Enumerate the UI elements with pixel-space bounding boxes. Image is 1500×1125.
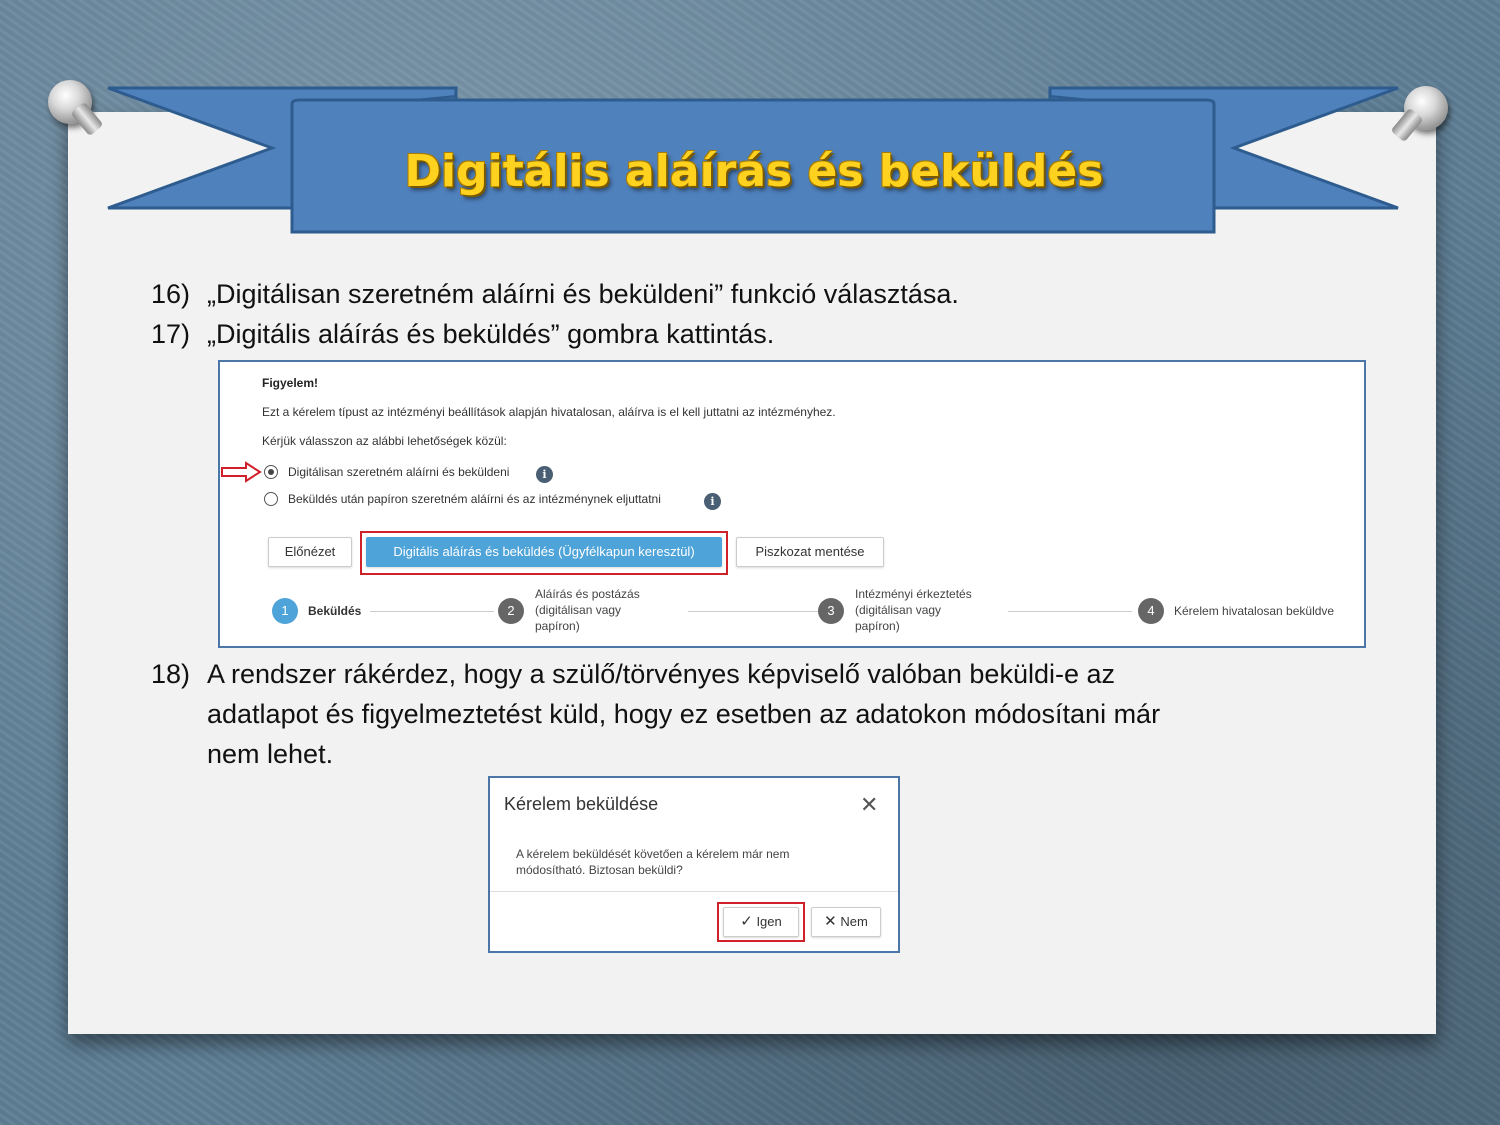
slide-title: Digitális aláírás és beküldés bbox=[404, 146, 1104, 197]
progress-step-3-label: Intézményi érkeztetés (digitálisan vagy papíron) bbox=[855, 587, 972, 633]
submission-options-screenshot bbox=[218, 360, 1366, 648]
preview-button[interactable]: Előnézet bbox=[268, 537, 352, 567]
info-icon[interactable]: i bbox=[536, 466, 553, 483]
progress-line bbox=[688, 611, 818, 612]
yes-button[interactable]: ✓ Igen bbox=[723, 907, 799, 937]
arrow-right-icon bbox=[220, 461, 264, 483]
progress-line bbox=[370, 611, 494, 612]
title-ribbon bbox=[0, 0, 1500, 260]
progress-step-3-circle: 3 bbox=[818, 598, 844, 624]
progress-step-2-circle: 2 bbox=[498, 598, 524, 624]
dialog-message: A kérelem beküldését követően a kérelem már nem módosítható. Biztosan beküldi? bbox=[516, 847, 790, 877]
step-number: 16) bbox=[151, 279, 191, 309]
step-number: 17) bbox=[151, 319, 191, 349]
radio-paper-sign[interactable] bbox=[264, 492, 278, 506]
no-button[interactable]: ✕ Nem bbox=[811, 907, 881, 937]
progress-step-2-label: Aláírás és postázás (digitálisan vagy papíron) bbox=[535, 587, 640, 633]
warning-title: Figyelem! bbox=[262, 376, 319, 390]
info-icon[interactable]: i bbox=[704, 493, 721, 510]
radio-digital-sign[interactable] bbox=[264, 465, 278, 479]
digital-sign-submit-button[interactable]: Digitális aláírás és beküldés (Ügyfélkapun keresztül) bbox=[366, 537, 722, 567]
option-paper-label: Beküldés után papíron szeretném aláírni és az intézménynek eljuttatni bbox=[288, 492, 661, 506]
close-icon[interactable]: ✕ bbox=[860, 792, 879, 817]
close-icon: ✕ bbox=[824, 913, 837, 930]
option-digital-label: Digitálisan szeretném aláírni és beküldeni bbox=[288, 465, 510, 479]
check-icon: ✓ bbox=[740, 913, 753, 930]
step-number: 18) bbox=[151, 659, 191, 689]
warning-text: Ezt a kérelem típust az intézményi beállítások alapján hivatalosan, aláírva is el kell juttatni az intézményhez. bbox=[262, 405, 836, 419]
step-text: A rendszer rákérdez, hogy a szülő/törvényes képviselő valóban beküldi-e az adatlapot és figyelmeztetést küld, hogy ez esetben az adatokon módosítani már nem lehet. bbox=[207, 659, 1161, 769]
dialog-title: Kérelem beküldése bbox=[504, 794, 659, 814]
choose-text: Kérjük válasszon az alábbi lehetőségek közül: bbox=[262, 434, 507, 448]
progress-line bbox=[1008, 611, 1132, 612]
step-text: „Digitálisan szeretném aláírni és beküldeni” funkció választása. bbox=[207, 279, 959, 309]
dialog-divider bbox=[490, 891, 898, 892]
step-text: „Digitális aláírás és beküldés” gombra kattintás. bbox=[207, 319, 775, 349]
progress-step-1-label: Beküldés bbox=[308, 604, 362, 618]
progress-step-1-circle: 1 bbox=[272, 598, 298, 624]
save-draft-button[interactable]: Piszkozat mentése bbox=[736, 537, 884, 567]
progress-step-4-label: Kérelem hivatalosan beküldve bbox=[1174, 604, 1335, 618]
progress-step-4-circle: 4 bbox=[1138, 598, 1164, 624]
confirm-submit-dialog bbox=[488, 776, 900, 953]
